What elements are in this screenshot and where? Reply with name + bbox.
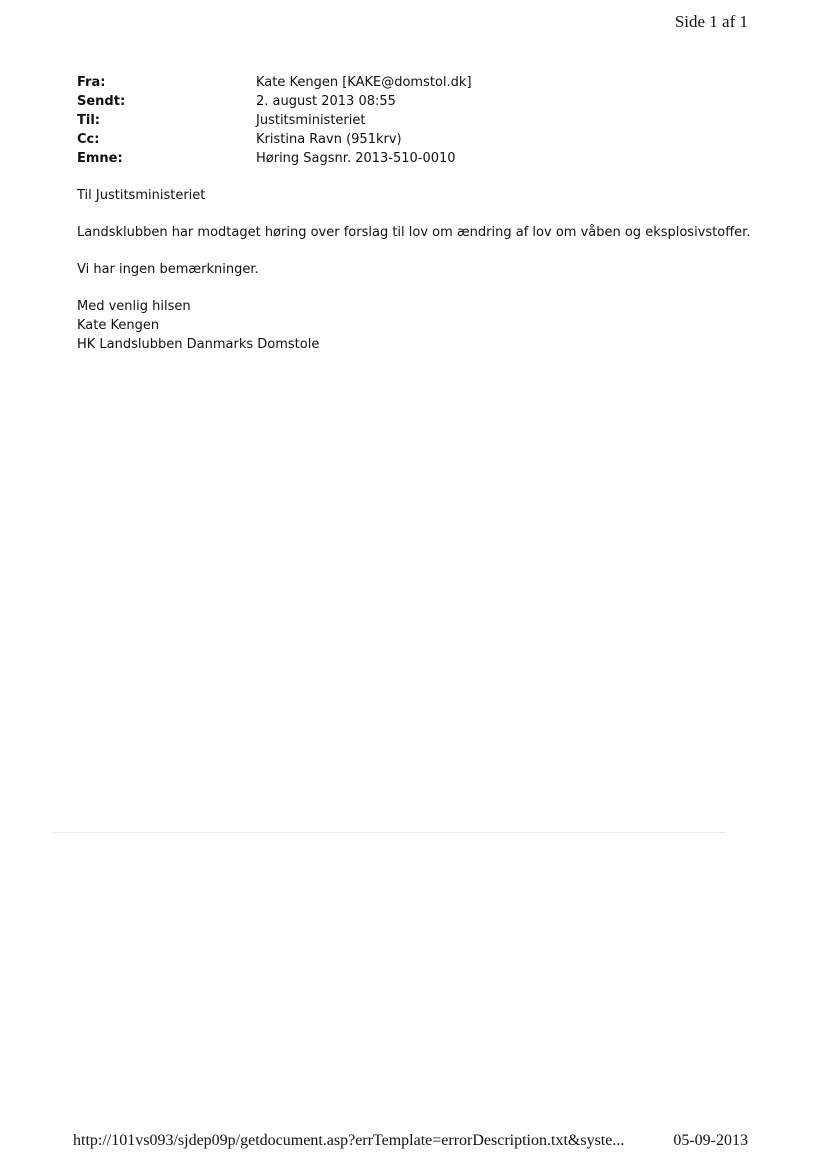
header-row-to <box>77 111 472 130</box>
email-header-block <box>77 73 472 168</box>
body-paragraph-2: Vi har ingen bemærkninger. <box>77 262 259 277</box>
signature-block <box>77 297 777 354</box>
to-value: Justitsministeriet <box>256 113 366 128</box>
subject-label: Emne: <box>77 151 123 166</box>
header-row-sent <box>77 92 472 111</box>
sent-label: Sendt: <box>77 94 126 109</box>
to-label: Til: <box>77 113 100 128</box>
cc-value: Kristina Ravn (951krv) <box>256 132 402 147</box>
from-label: Fra: <box>77 75 106 90</box>
signature-organization: HK Landslubben Danmarks Domstole <box>77 337 320 352</box>
footer-date: 05-09-2013 <box>673 1132 748 1149</box>
subject-value: Høring Sagsnr. 2013-510-0010 <box>256 151 456 166</box>
sent-value: 2. august 2013 08:55 <box>256 94 396 109</box>
from-value: Kate Kengen [KAKE@domstol.dk] <box>256 75 472 90</box>
scan-divider-line <box>52 832 726 833</box>
page-number-header: Side 1 af 1 <box>674 12 748 31</box>
body-paragraph-1: Landsklubben har modtaget høring over forslag til lov om ændring af lov om våben og eksplosivstoffer. <box>77 225 751 240</box>
footer-url: http://101vs093/sjdep09p/getdocument.asp?errTemplate=errorDescription.txt&syste... <box>73 1132 625 1149</box>
greeting: Til Justitsministeriet <box>77 188 206 203</box>
header-row-from <box>77 73 472 92</box>
header-row-subject <box>77 149 472 168</box>
cc-label: Cc: <box>77 132 100 147</box>
signature-closing: Med venlig hilsen <box>77 299 191 314</box>
header-row-cc <box>77 130 472 149</box>
signature-name: Kate Kengen <box>77 318 160 333</box>
email-body <box>77 186 777 354</box>
